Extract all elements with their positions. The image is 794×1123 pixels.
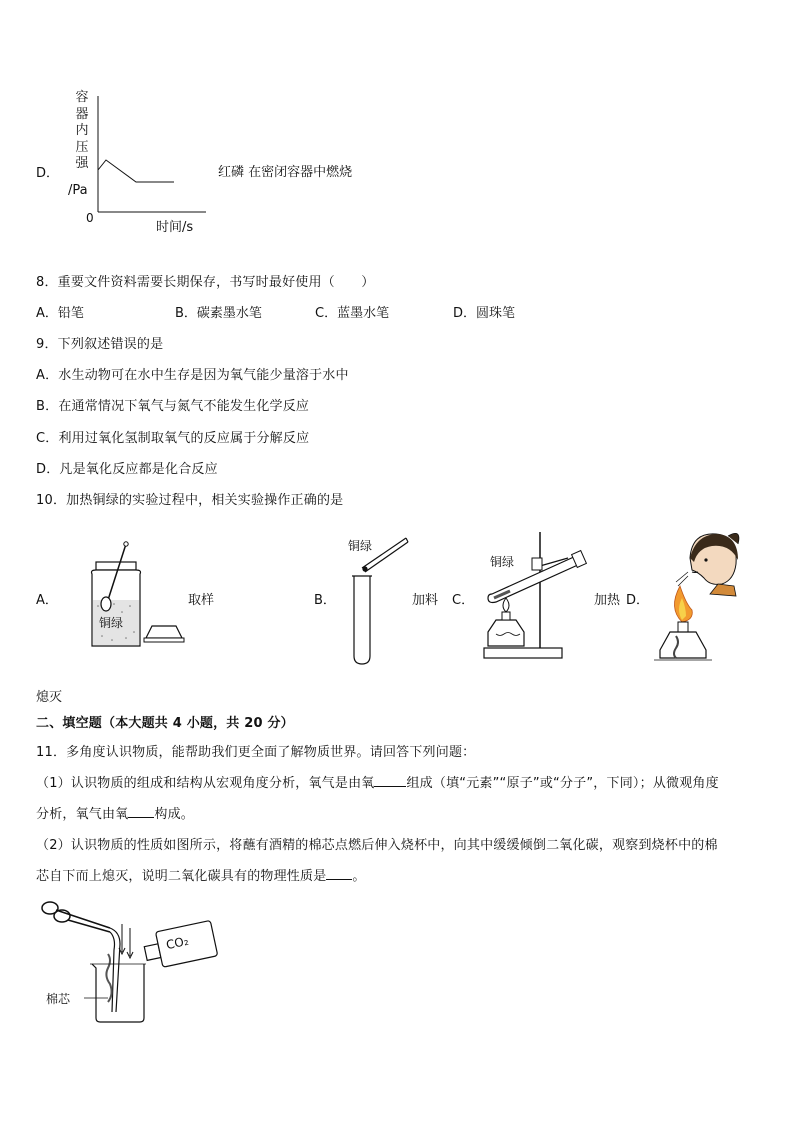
q10-option-c-figure — [478, 528, 590, 662]
q9-option-c: C．利用过氧化氢制取氧气的反应属于分解反应 — [36, 431, 310, 446]
q10-stem: 10．加热铜绿的实验过程中，相关实验操作正确的是 — [36, 493, 344, 508]
q10-option-c-img-text: 铜绿 — [490, 555, 515, 569]
q7d-ylabel-char: 内 — [75, 123, 89, 138]
q11-part1-text-c: 分析，氧气由氧 — [36, 807, 129, 822]
q10-option-b-figure — [344, 530, 414, 668]
q11-figure — [36, 894, 226, 1028]
q11-part1-line1 — [36, 772, 719, 791]
q10-option-a-caption: 取样 — [188, 593, 215, 608]
q10-option-c-caption: 加热 — [594, 593, 621, 608]
q10-option-a-img-text: 铜绿 — [99, 616, 124, 630]
q7d-ylabel-char: 压 — [75, 139, 89, 155]
q10-option-a-figure — [82, 540, 186, 652]
q8-option-a: A．铅笔 — [36, 306, 84, 321]
q11-part2-line2 — [36, 865, 366, 884]
q10-option-d-caption: 熄灭 — [36, 690, 63, 705]
q7d-ylabel-char: 强 — [75, 156, 89, 171]
q10-option-a-label: A． — [36, 593, 58, 608]
section2-heading: 二、填空题（本大题共 4 小题，共 20 分） — [36, 716, 294, 731]
q11-part2-line1: （2）认识物质的性质如图所示，将蘸有酒精的棉芯点燃后伸入烧杯中，向其中缓缓倾倒二氧化碳，观察到烧杯中的棉 — [36, 838, 718, 853]
q10-option-b-label: B． — [314, 593, 336, 608]
q11-blank-1[interactable] — [374, 774, 406, 787]
q7d-pressure-curve — [98, 160, 174, 182]
q8-option-c: C．蓝墨水笔 — [315, 306, 390, 321]
q7d-origin: 0 — [86, 211, 94, 225]
q11-figure-co2-label: CO₂ — [164, 933, 190, 953]
q8-option-b: B．碳素墨水笔 — [175, 306, 262, 321]
q7d-option-label: D． — [36, 166, 60, 181]
q11-part2-text-b: 芯自下而上熄灭，说明二氧化碳具有的物理性质是 — [36, 869, 327, 884]
q8-stem: 8．重要文件资料需要长期保存，书写时最好使用（ ） — [36, 275, 375, 290]
q11-part1-text-d: 构成。 — [154, 807, 195, 822]
q10-option-c-label: C． — [452, 593, 475, 608]
q11-blank-3[interactable] — [326, 867, 352, 880]
q8-option-d: D．圆珠笔 — [453, 306, 516, 321]
q11-blank-2[interactable] — [128, 805, 154, 818]
q11-figure-wick-label: 棉芯 — [46, 992, 71, 1006]
q11-part1-line2 — [36, 803, 194, 822]
q10-option-b-img-text: 铜绿 — [348, 539, 373, 553]
q9-stem: 9．下列叙述错误的是 — [36, 337, 164, 352]
q7d-graph — [90, 92, 210, 218]
q11-part1-text-a: （1）认识物质的组成和结构从宏观角度分析，氧气是由氧 — [36, 776, 375, 791]
q7d-ylabel-unit: /Pa — [68, 183, 88, 198]
q7d-ylabel-char: 容 — [75, 90, 89, 105]
q10-option-d-label: D． — [626, 593, 650, 608]
q7d-ylabel-char: 器 — [75, 106, 89, 122]
q9-option-d: D．凡是氧化反应都是化合反应 — [36, 462, 218, 477]
q7d-caption: 红磷 在密闭容器中燃烧 — [218, 165, 353, 180]
q11-part2-text-c: 。 — [352, 869, 366, 884]
q7d-xlabel: 时间/s — [156, 220, 194, 235]
q11-part1-text-b: 组成（填“元素”“原子”或“分子”，下同）；从微观角度 — [406, 776, 719, 791]
q10-option-b-caption: 加料 — [412, 593, 439, 608]
q10-option-d-figure — [646, 524, 742, 664]
q11-stem: 11．多角度认识物质，能帮助我们更全面了解物质世界。请回答下列问题： — [36, 745, 476, 760]
q9-option-a: A．水生动物可在水中生存是因为氧气能少量溶于水中 — [36, 368, 349, 383]
q9-option-b: B．在通常情况下氧气与氮气不能发生化学反应 — [36, 399, 310, 414]
